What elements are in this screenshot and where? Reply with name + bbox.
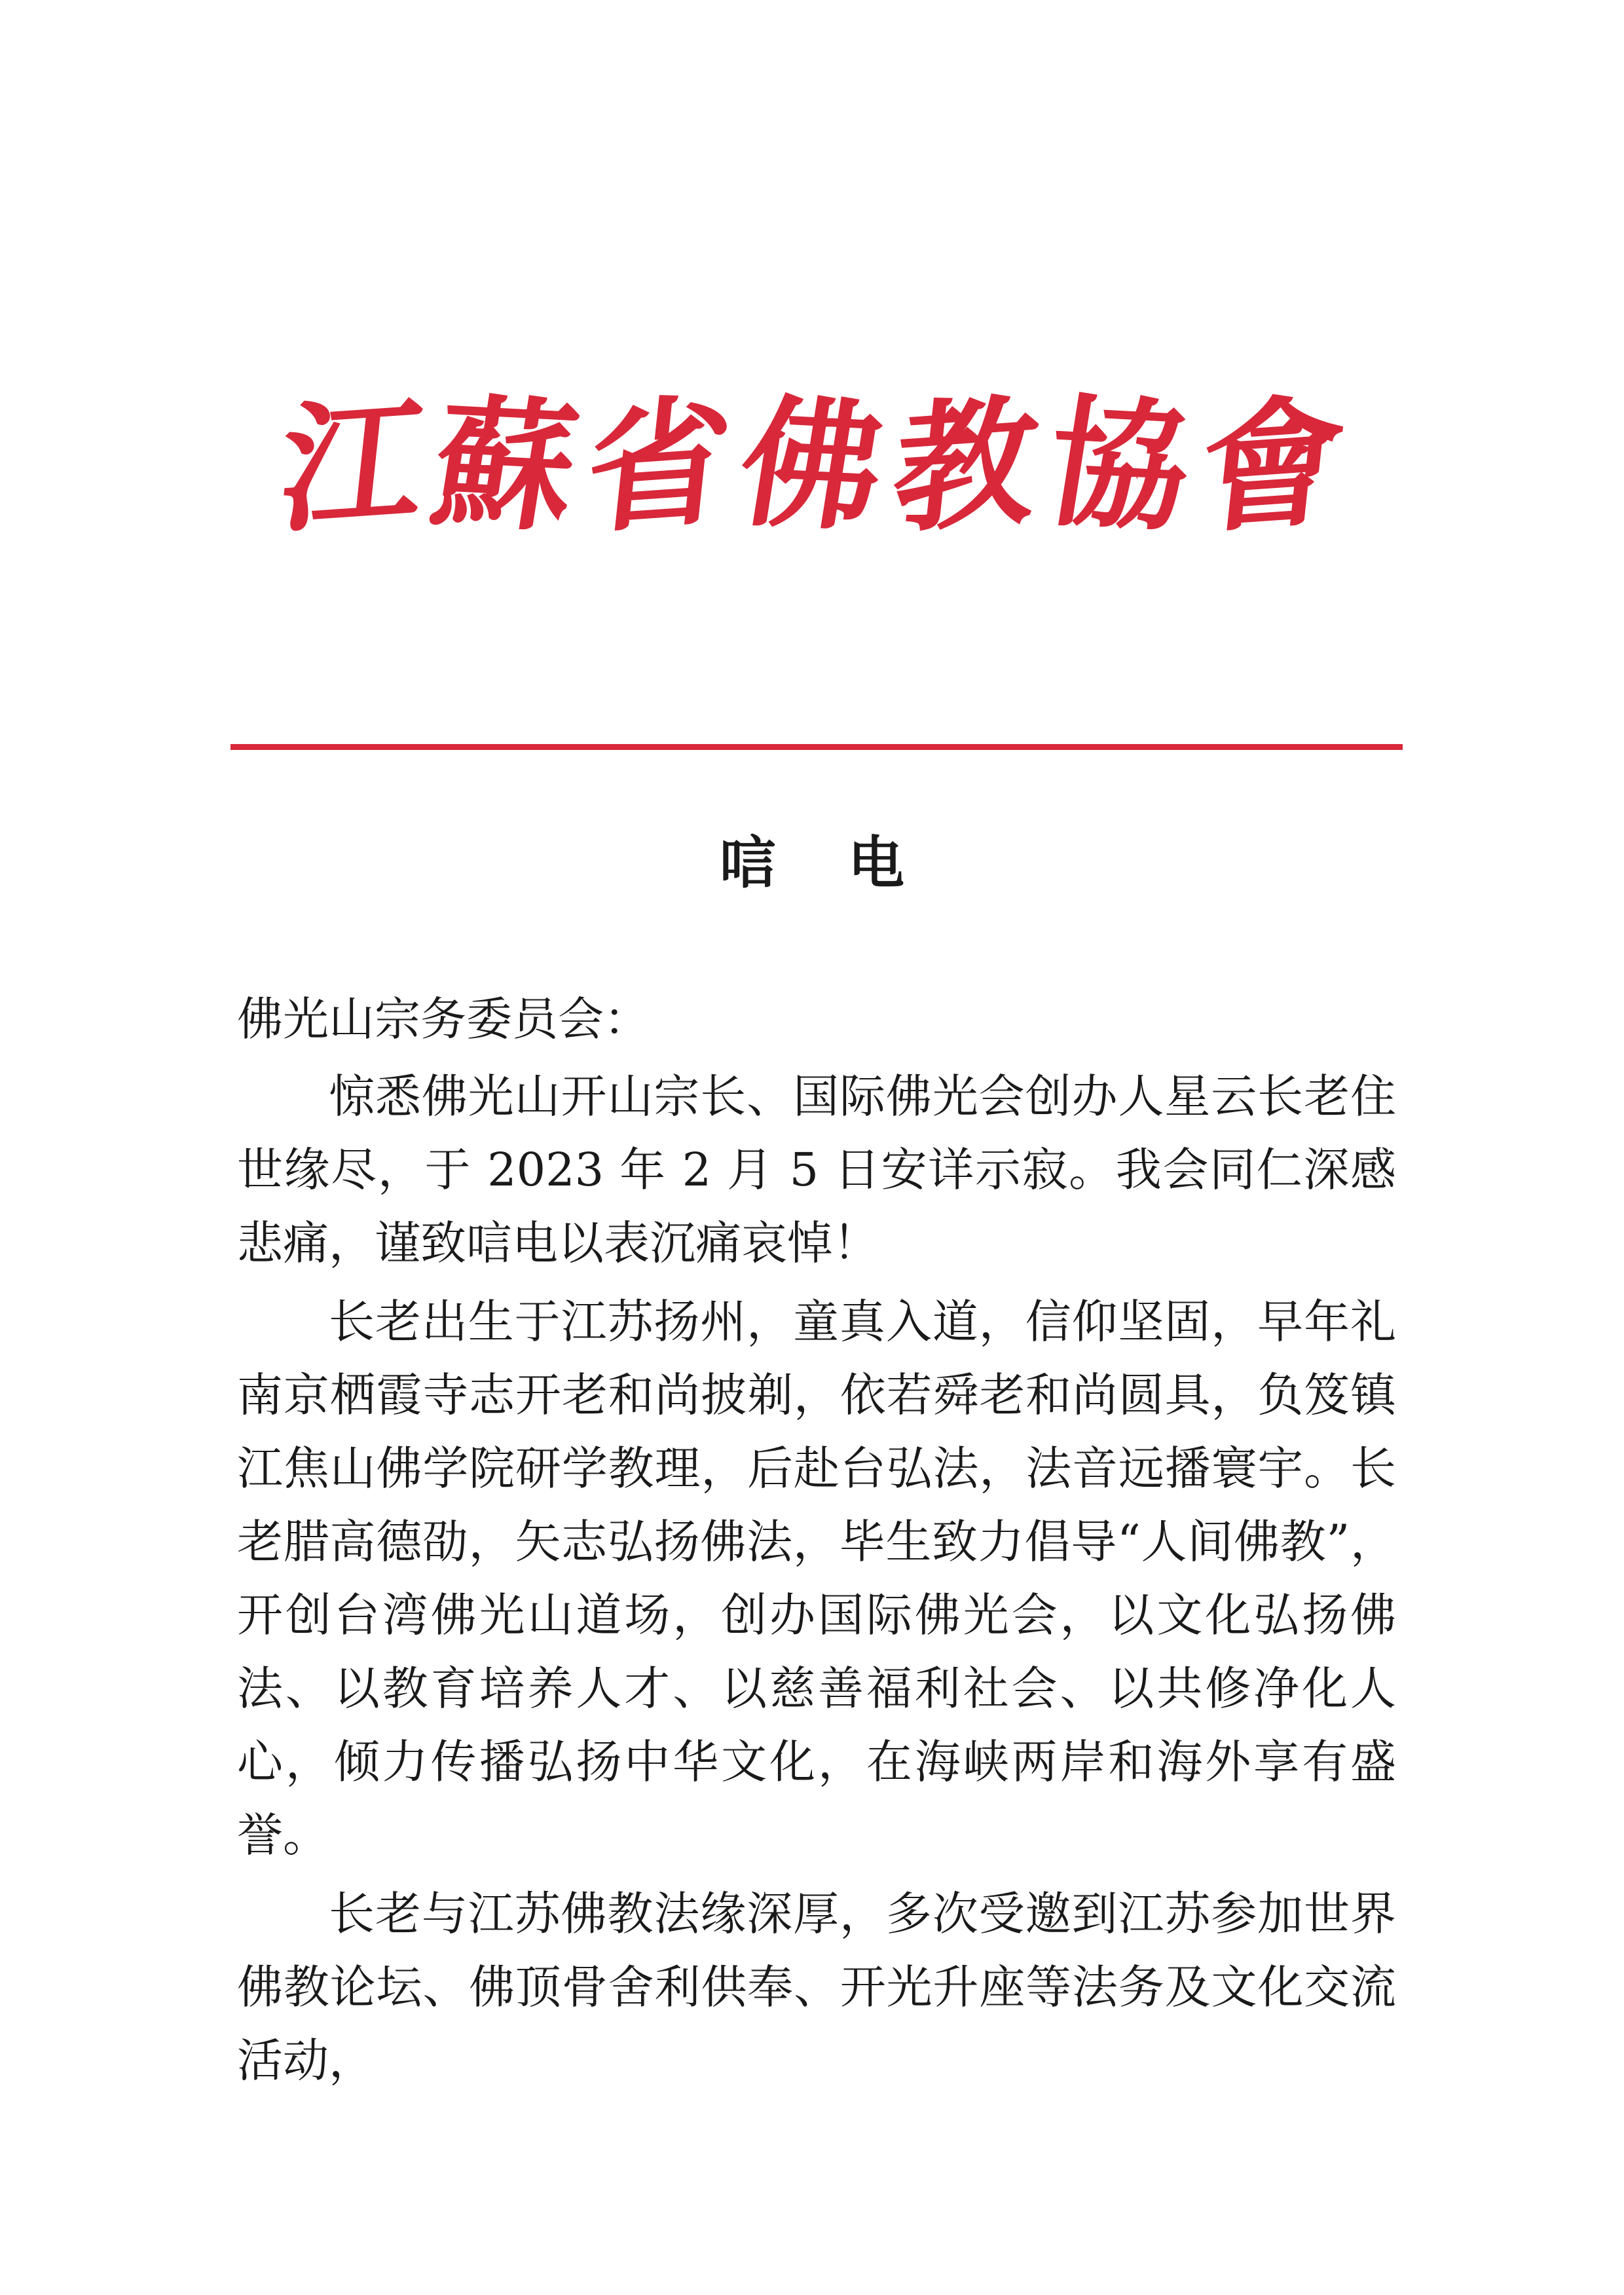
document-title: 唁 电 — [720, 830, 931, 896]
letterhead-char: 江 — [272, 377, 432, 553]
body-paragraph: 惊悉佛光山开山宗长、国际佛光会创办人星云长老住世缘尽，于 2023 年 2 月 5 日安详示寂。我会同仁深感悲痛，谨致唁电以表沉痛哀悼！ — [237, 1070, 1396, 1270]
letterhead-char: 協 — [1035, 379, 1202, 551]
letterhead-char: 會 — [1192, 377, 1352, 553]
letterhead-divider — [231, 744, 1403, 750]
letterhead-char: 教 — [885, 377, 1046, 553]
salutation: 佛光山宗务委员会： — [237, 992, 650, 1046]
letterhead-org-name — [272, 367, 1352, 563]
document-body — [237, 982, 1396, 2097]
letterhead-char: 蘇 — [422, 379, 589, 551]
body-paragraph: 长老出生于江苏扬州，童真入道，信仰坚固，早年礼南京栖霞寺志开老和尚披剃，依若舜老和尚圆具，负笈镇江焦山佛学院研学教理，后赴台弘法，法音远播寰宇。长老腊高德劭，矢志弘扬佛法，毕生致力倡导“人间佛教”，开创台湾佛光山道场，创办国际佛光会，以文化弘扬佛法、以教育培养人才、以慈善福利社会、以共修净化人心，倾力传播弘扬中华文化，在海峡两岸和海外享有盛誉。 — [237, 1295, 1396, 1862]
letterhead-char: 佛 — [729, 379, 895, 551]
letterhead-char: 省 — [578, 377, 739, 553]
body-paragraph: 长老与江苏佛教法缘深厚，多次受邀到江苏参加世界佛教论坛、佛顶骨舍利供奉、开光升座等法务及文化交流活动， — [237, 1887, 1396, 2087]
